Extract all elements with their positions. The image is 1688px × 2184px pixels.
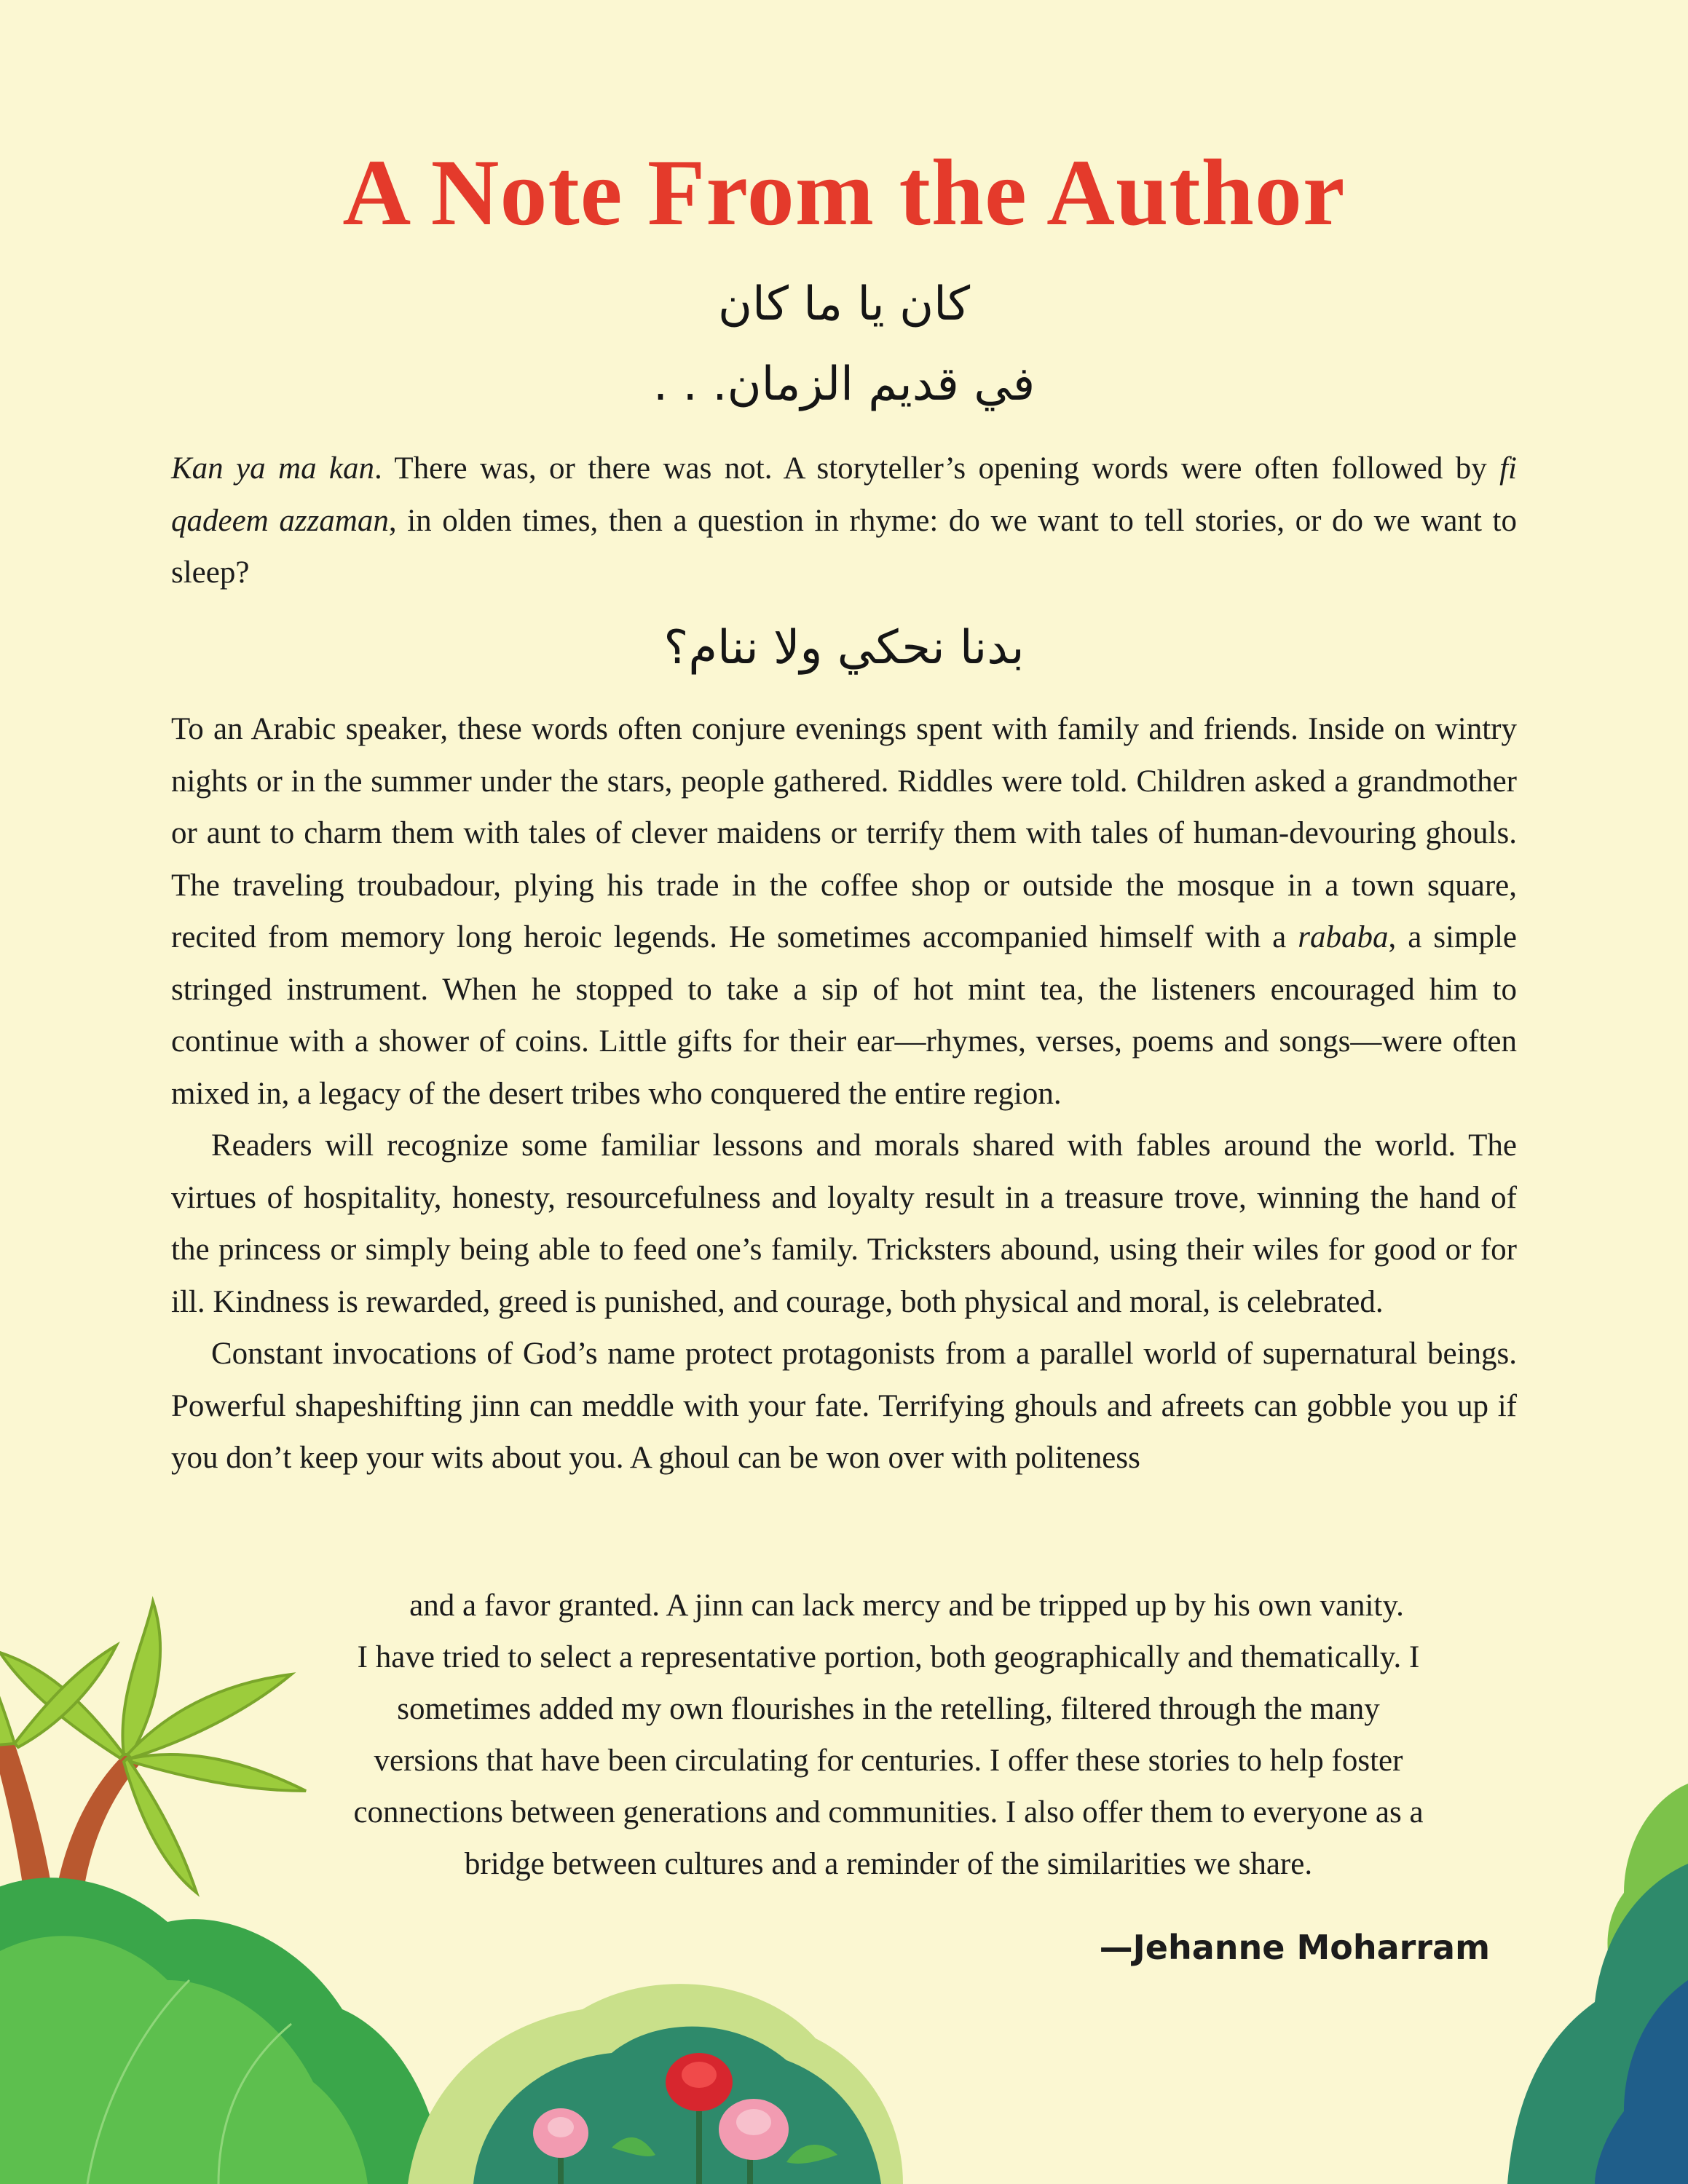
paragraph-supernatural-end: and a favor granted. A jinn can lack mercy and be tripped up by his own vanity. <box>409 1588 1404 1623</box>
arabic-opening-line-2: في قديم الزمان. . . <box>652 357 1036 411</box>
page-title: A Note From the Author <box>342 141 1346 245</box>
centered-text-block <box>277 1580 1537 1890</box>
paragraph-storytelling: To an Arabic speaker, these words often conjure evenings spent with family and friends. Inside on wintry nights or in the summer under the stars, people gathered. Riddles were told. Children asked a grandmother or aunt to charm them with tales of clever maidens or terrify them with tales of human-devouring ghouls. The traveling troubadour, plying his trade in the coffee shop or outside the mosque in a town square, recited from memory long heroic legends. He sometimes accompanied himself with a rababa, a simple stringed instrument. When he stopped to take a sip of hot mint tea, the listeners encouraged him to continue with a shower of coins. Little gifts for their ear—rhymes, verses, poems and songs—were often mixed in, a legacy of the desert tribes who conquered the entire region. <box>171 712 1517 1111</box>
arabic-opening-line-1: كان يا ما كان <box>717 277 971 331</box>
italic-word-rababa: rababa <box>1298 920 1389 954</box>
italic-phrase-kan-ya-ma-kan: Kan ya ma kan <box>171 451 375 486</box>
paragraph-text: , in olden times, then a question in rhyme: do we want to tell stories, or do we want to sleep? <box>171 503 1517 590</box>
italic-phrase-fi-qadeem: fi qadeem azzaman <box>171 451 1518 538</box>
palm-fronds <box>0 1602 306 1893</box>
paragraph-opening <box>171 443 1517 599</box>
paragraph-supernatural: Constant invocations of God’s name protect protagonists from a parallel world of supernatural beings. Powerful shapeshifting jinn can meddle with your fate. Terrifying ghouls and afreets can gobble you up if you don’t keep your wits about you. A ghoul can be won over with politeness <box>171 1337 1517 1475</box>
arabic-question: بدنا نحكي ولا ننام؟ <box>663 621 1025 675</box>
paragraph-selection: I have tried to select a representative portion, both geographically and thematically. I sometimes added my own flourishes in the retelling, filtered through the many versions that have been circulating for centuries. I offer these stories to help foster connections between generations and communities. I also offer them to everyone as a bridge between cultures and a reminder of the similarities we share. <box>353 1640 1424 1881</box>
paragraph-text: . There was, or there was not. A storyteller’s opening words were often followed by <box>374 451 1500 486</box>
paragraph-morals: Readers will recognize some familiar lessons and morals shared with fables around the world. The virtues of hospitality, honesty, resourcefulness and loyalty result in a treasure trove, winning the hand of the princess or simply being able to feed one’s family. Tricksters abound, using their wiles for good or for ill. Kindness is rewarded, greed is punished, and courage, both physical and moral, is celebrated. <box>171 1128 1517 1319</box>
body-text <box>171 703 1517 1484</box>
author-signature: —Jehanne Moharram <box>1099 1928 1490 1967</box>
